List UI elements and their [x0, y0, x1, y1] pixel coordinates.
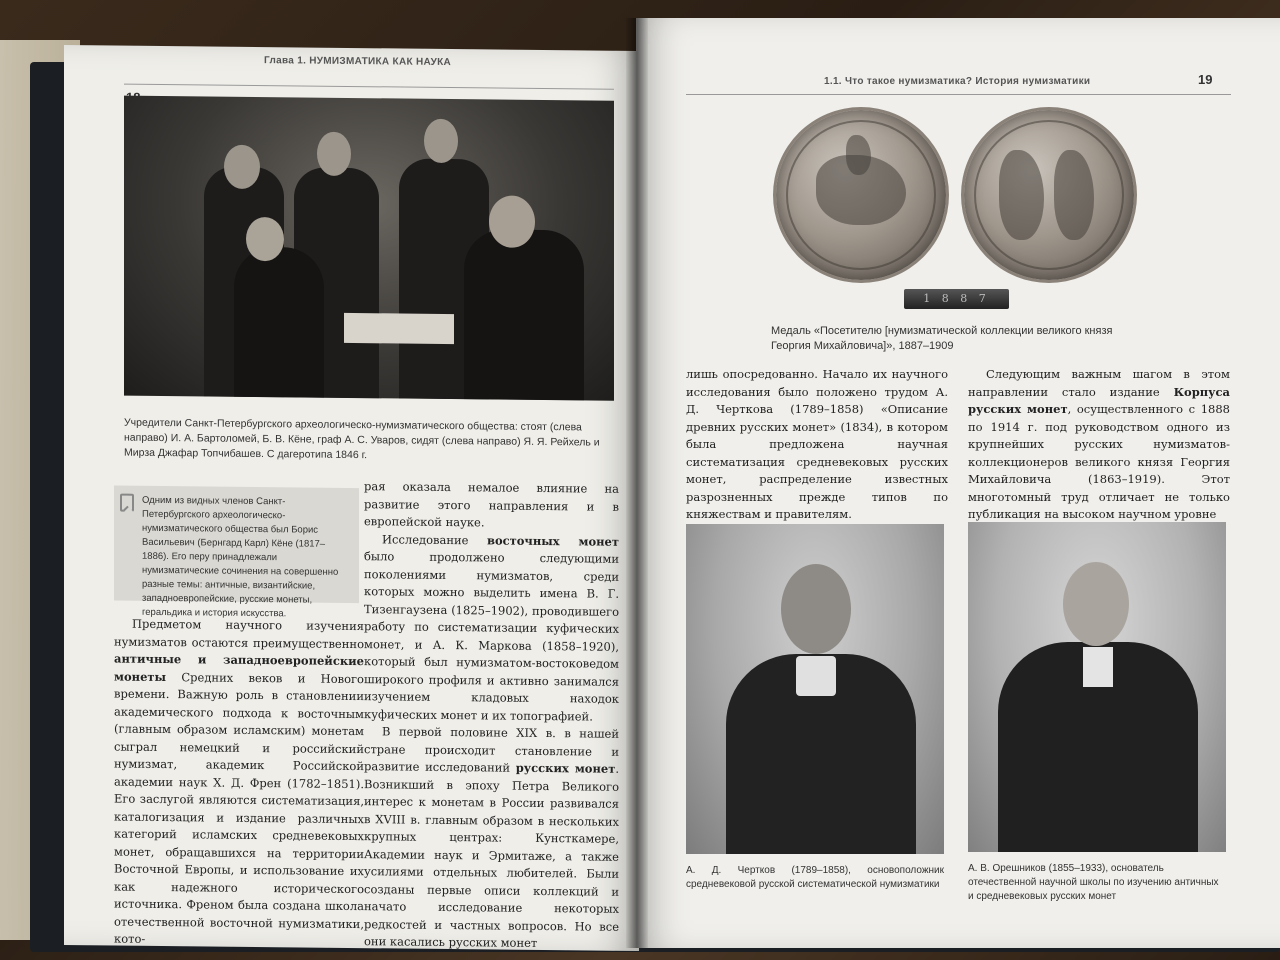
- paragraph: рая оказала немалое влияние на развитие этого направления и в европейской науке.: [364, 479, 619, 530]
- text-run: , осуществленного с 1888 по 1914 г. под руководством одного из крупнейших русских нумизматов-коллекционеров великого князя Георгия Михайловича (1863–1919). Этот многотомный труд отличает не только публикация на высоком научном уровне: [968, 402, 1230, 521]
- book-gutter: [626, 18, 648, 948]
- text-run: Исследование: [382, 531, 487, 547]
- portrait-oreshnikov: [968, 522, 1226, 852]
- text-run: Предметом научного изучения нумизматов остаются преимущественно: [114, 616, 364, 651]
- left-running-head: Глава 1. НУМИЗМАТИКА КАК НАУКА: [264, 55, 452, 69]
- right-page-number: 19: [1198, 72, 1213, 87]
- right-column-2: [968, 366, 1230, 524]
- medal-date-plate: 1 8 8 7: [904, 289, 1009, 309]
- left-column-1: [114, 616, 364, 951]
- medal-reverse: [964, 110, 1134, 280]
- bold-term: античные и западноевропейские монеты: [114, 651, 364, 684]
- sidebar-note-text: Одним из видных членов Санкт-Петербургского археологическо-нумизматического общества был Борис Васильевич (Бернгард Карл) Кёне (1817–1886). Его перу принадлежали нумизматические сочинения на совершенно разные темы: античные, византийские, западноевропейские, русские монеты, геральдика и история искусства.: [142, 494, 339, 620]
- paragraph: лишь опосредованно. Начало их научного исследования было положено трудом А. Д. Черткова (1789–1858) «Описание древних русских монет» (1834), в котором была предложена научная систематизация средневековых русских монет, распределение известных разрозненных прежде типов по княжествам и правителям.: [686, 367, 948, 521]
- left-head-rule: [124, 84, 614, 90]
- right-head-rule: [686, 94, 1231, 95]
- bold-term: восточных монет: [486, 532, 619, 549]
- founders-group-photo: [124, 96, 614, 401]
- portrait-chertkov: [686, 524, 944, 854]
- right-running-head: 1.1. Что такое нумизматика? История нумизматики: [824, 76, 1091, 87]
- text-run: было продолжено следующими поколениями нумизматов, среди которых можно выделить имена В. Г. Тизенгаузена (1825–1902), проводившего работу по систематизации куфических монет, и А. К. Маркова (1858–1920), который был нумизматом-востоковедом широкого профиля и активно занимался изучением кладовых находок куфических монет и их топографией.: [364, 549, 619, 724]
- medal-obverse: [776, 110, 946, 280]
- sidebar-note: [114, 486, 359, 620]
- bold-term: Корпуса русских монет: [968, 384, 1230, 416]
- text-run: Следующим важным шагом в этом направлении стало издание: [968, 367, 1230, 399]
- bookmark-icon: [120, 494, 134, 512]
- right-column-1: [686, 366, 948, 524]
- text-run: Средних веков и Нового времени. Важную роль в становлении академического подхода к восточным (главным образом исламским) монетам сыграл немецкий и российский нумизмат, академик Российской академии наук Х. Д. Френ (1782–1851). Его заслугой являются систематизация, каталогизация и издание различных категорий исламских средневековых монет, обращавшихся на территории Восточной Европы, и использование их как надежного исторического источника. Френом была создана школа отечественной восточной нумизматики, кото-: [114, 669, 364, 946]
- text-run: В первой половине XIX в. в нашей стране происходит становление и развитие исследований: [364, 724, 619, 775]
- right-page: [636, 18, 1280, 948]
- medal-caption: Медаль «Посетителю [нумизматической коллекции великого князя Георгия Михайловича]», 1887–1909: [771, 325, 1113, 352]
- bold-term: русских монет: [515, 760, 616, 776]
- text-run: . Возникший в эпоху Петра Великого интерес к монетам в России развивался в XVIII в. главным образом в нескольких крупных центрах: Кунсткамере, Академии наук и Эрмитаже, а также усилиями отдельных любителей. Были созданы первые описи коллекций и начато исследование некоторых редкостей и частных вопросов. Но все они касались русских монет: [364, 761, 619, 950]
- portrait2-caption: А. В. Орешников (1855–1933), основатель отечественной научной школы по изучению античных и средневековых русских монет: [968, 863, 1219, 902]
- group-photo-caption: Учредители Санкт-Петербургского археологическо-нумизматического общества: стоят (слева направо) И. А. Бартоломей, Б. В. Кёне, граф А. С. Уваров, сидят (слева направо) Я. Я. Рейхель и Мирза Джафар Топчибашев. С дагеротипа 1846 г.: [124, 416, 600, 462]
- left-page: [64, 45, 639, 951]
- portrait1-caption: А. Д. Чертков (1789–1858), основоположник средневековой русской систематической нумизматики: [686, 865, 944, 890]
- left-column-2: [364, 478, 619, 951]
